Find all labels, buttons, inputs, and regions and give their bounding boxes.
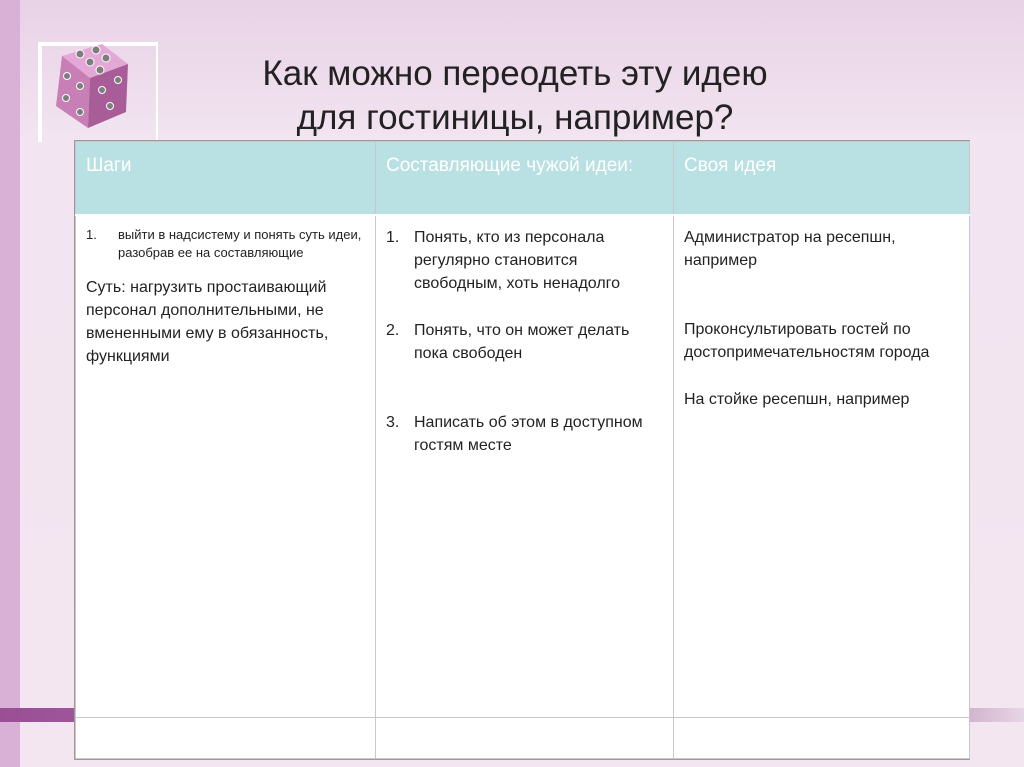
table-header-row [76,142,970,216]
essence-text: Суть: нагрузить простаивающий персонал дополнительными, не вмененными ему в обязанность, функциями [86,279,329,365]
steps-list [86,226,365,262]
ideas-table [74,140,970,760]
title-line-1: Как можно переодеть эту идею [262,54,768,93]
table-row-empty [76,718,970,759]
decorative-stripe-right [968,708,1024,722]
list-item [386,411,663,457]
components-cell [376,215,674,718]
list-number: 1. [386,229,400,246]
dice-icon [40,36,140,136]
title-line-2: для гостиницы, например? [296,98,734,137]
idea-text: Проконсультировать гостей по достопримечательностям города [684,321,930,361]
list-number: 1. [86,227,97,242]
list-text: выйти в надсистему и понять суть идеи, разобрав ее на составляющие [118,227,362,260]
steps-cell [76,215,376,718]
list-item [386,226,663,295]
empty-cell [674,718,970,759]
list-text: Понять, кто из персонала регулярно становится свободным, хоть ненадолго [414,229,621,292]
list-item [86,226,365,262]
list-item [386,319,663,365]
list-number: 3. [386,414,400,431]
header-steps: Шаги [76,142,376,216]
list-text: Написать об этом в доступном гостям месте [414,414,643,454]
header-own-idea: Своя идея [674,142,970,216]
slide-title [190,52,840,140]
idea-text: Администратор на ресепшн, например [684,229,896,269]
list-text: Понять, что он может делать пока свободен [414,322,630,362]
empty-cell [376,718,674,759]
empty-cell [76,718,376,759]
own-idea-cell [674,215,970,718]
list-number: 2. [386,322,400,339]
header-components: Составляющие чужой идеи: [376,142,674,216]
idea-text: На стойке ресепшн, например [684,391,910,408]
table-row [76,215,970,718]
components-list [386,226,663,457]
